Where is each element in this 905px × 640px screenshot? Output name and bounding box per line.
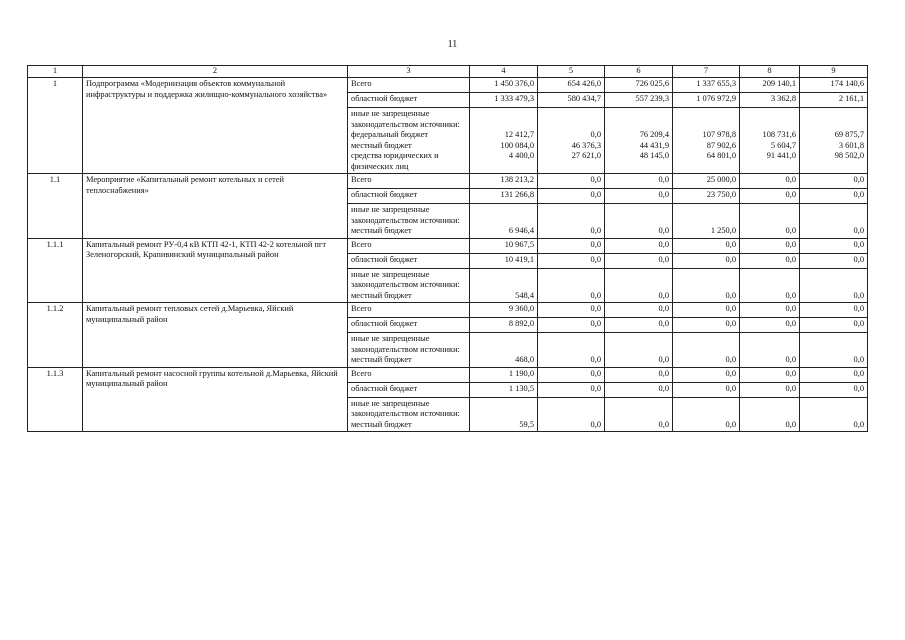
column-number: 7 bbox=[673, 66, 740, 78]
amount-cell bbox=[673, 204, 740, 239]
amount-local: 1 250,0 bbox=[710, 226, 736, 235]
amount-cell: 654 426,0 bbox=[538, 78, 605, 93]
amount-cell: 10 967,5 bbox=[470, 238, 538, 253]
item-name: Капитальный ремонт насосной группы котельной д.Марьевка, Яйский муниципальный район bbox=[83, 367, 348, 432]
amount-cell: 0,0 bbox=[538, 174, 605, 189]
item-number: 1.1.2 bbox=[28, 303, 83, 368]
amount-local: 0,0 bbox=[590, 419, 601, 429]
amount-cell: 8 892,0 bbox=[470, 318, 538, 333]
page-number: 11 bbox=[447, 39, 458, 50]
amount-local: 0,0 bbox=[853, 419, 864, 429]
amount-federal: 76 209,4 bbox=[639, 130, 669, 139]
amount-cell: 131 266,8 bbox=[470, 189, 538, 204]
other-sources-label: иные не запрещенные законодательством источники: bbox=[351, 109, 460, 129]
amount-local: 0,0 bbox=[853, 355, 864, 364]
amount-cell: 174 140,6 bbox=[800, 78, 868, 93]
amount-cell: 0,0 bbox=[538, 303, 605, 318]
amount-federal: 0,0 bbox=[590, 130, 601, 139]
amount-local: 0,0 bbox=[853, 290, 864, 300]
amount-local: 468,0 bbox=[515, 355, 534, 364]
amount-cell bbox=[740, 333, 800, 368]
amount-cell: 0,0 bbox=[605, 318, 673, 333]
amount-federal: 69 875,7 bbox=[834, 130, 864, 139]
amount-legal-entities: 64 801,0 bbox=[706, 151, 736, 160]
item-number: 1.1.3 bbox=[28, 367, 83, 432]
amount-local: 46 376,3 bbox=[571, 140, 601, 150]
amount-cell: 0,0 bbox=[800, 318, 868, 333]
amount-cell bbox=[800, 268, 868, 303]
other-sources-label: иные не запрещенные законодательством источники: bbox=[351, 398, 460, 418]
amount-cell: 0,0 bbox=[800, 174, 868, 189]
item-name: Подпрограмма «Модернизация объектов коммунальной инфраструктуры и поддержка жилищно-коммунального хозяйства» bbox=[83, 78, 348, 174]
item-number: 1.1.1 bbox=[28, 238, 83, 303]
amount-cell bbox=[800, 204, 868, 239]
amount-cell bbox=[605, 108, 673, 174]
amount-local: 0,0 bbox=[658, 290, 669, 300]
item-number: 1 bbox=[28, 78, 83, 174]
amount-cell: 1 450 376,0 bbox=[470, 78, 538, 93]
amount-cell: 2 161,1 bbox=[800, 93, 868, 108]
amount-cell: 0,0 bbox=[538, 189, 605, 204]
amount-cell: 1 130,5 bbox=[470, 382, 538, 397]
amount-cell: 726 025,6 bbox=[605, 78, 673, 93]
amount-cell: 0,0 bbox=[673, 318, 740, 333]
amount-local: 0,0 bbox=[785, 355, 796, 364]
amount-cell: 0,0 bbox=[800, 303, 868, 318]
amount-cell: 0,0 bbox=[673, 367, 740, 382]
amount-cell bbox=[470, 204, 538, 239]
other-sources-label: иные не запрещенные законодательством источники: bbox=[351, 334, 460, 354]
table-row bbox=[28, 174, 868, 189]
amount-cell: 0,0 bbox=[538, 318, 605, 333]
source-other-label bbox=[348, 333, 470, 368]
amount-cell bbox=[538, 268, 605, 303]
amount-cell: 1 076 972,9 bbox=[673, 93, 740, 108]
amount-legal-entities: 4 400,0 bbox=[508, 151, 534, 160]
amount-cell: 0,0 bbox=[740, 174, 800, 189]
source-other-label bbox=[348, 204, 470, 239]
amount-cell: 0,0 bbox=[673, 253, 740, 268]
amount-cell: 0,0 bbox=[740, 318, 800, 333]
amount-local: 6 946,4 bbox=[508, 226, 534, 235]
amount-cell: 0,0 bbox=[740, 382, 800, 397]
amount-local: 0,0 bbox=[658, 419, 669, 429]
amount-local: 87 902,6 bbox=[706, 140, 736, 150]
amount-cell: 0,0 bbox=[538, 253, 605, 268]
table-row bbox=[28, 367, 868, 382]
amount-cell: 0,0 bbox=[740, 189, 800, 204]
amount-cell: 557 239,3 bbox=[605, 93, 673, 108]
amount-cell bbox=[605, 204, 673, 239]
amount-cell: 0,0 bbox=[605, 253, 673, 268]
amount-cell: 0,0 bbox=[605, 303, 673, 318]
amount-cell bbox=[800, 333, 868, 368]
source-regional-label: областной бюджет bbox=[348, 253, 470, 268]
amount-cell: 0,0 bbox=[673, 303, 740, 318]
column-number: 3 bbox=[348, 66, 470, 78]
amount-cell bbox=[605, 333, 673, 368]
amount-federal: 12 412,7 bbox=[504, 130, 534, 139]
amount-cell: 0,0 bbox=[673, 238, 740, 253]
amount-local: 0,0 bbox=[725, 290, 736, 300]
amount-cell bbox=[673, 333, 740, 368]
amount-cell: 0,0 bbox=[605, 382, 673, 397]
amount-cell: 138 213,2 bbox=[470, 174, 538, 189]
source-total-label: Всего bbox=[348, 174, 470, 189]
amount-cell bbox=[673, 108, 740, 174]
amount-cell: 1 337 655,3 bbox=[673, 78, 740, 93]
amount-cell bbox=[538, 108, 605, 174]
amount-cell: 0,0 bbox=[800, 253, 868, 268]
amount-legal-entities: 98 502,0 bbox=[834, 151, 864, 160]
amount-cell bbox=[470, 268, 538, 303]
amount-local: 0,0 bbox=[590, 355, 601, 364]
amount-legal-entities: 27 621,0 bbox=[571, 151, 601, 160]
amount-cell bbox=[470, 397, 538, 432]
amount-legal-entities: 91 441,0 bbox=[766, 151, 796, 160]
local-budget-label: местный бюджет bbox=[351, 355, 412, 364]
amount-cell bbox=[740, 108, 800, 174]
column-number: 6 bbox=[605, 66, 673, 78]
amount-cell: 10 419,1 bbox=[470, 253, 538, 268]
column-number: 4 bbox=[470, 66, 538, 78]
column-number: 5 bbox=[538, 66, 605, 78]
federal-budget-label: федеральный бюджет bbox=[351, 130, 429, 139]
amount-cell bbox=[605, 397, 673, 432]
amount-cell bbox=[800, 108, 868, 174]
amount-cell: 0,0 bbox=[800, 367, 868, 382]
amount-cell: 0,0 bbox=[538, 367, 605, 382]
source-other-label bbox=[348, 397, 470, 432]
source-regional-label: областной бюджет bbox=[348, 93, 470, 108]
amount-cell: 0,0 bbox=[605, 174, 673, 189]
source-total-label: Всего bbox=[348, 78, 470, 93]
amount-cell bbox=[673, 268, 740, 303]
amount-cell bbox=[470, 108, 538, 174]
amount-cell bbox=[470, 333, 538, 368]
amount-cell bbox=[740, 204, 800, 239]
amount-cell: 1 190,0 bbox=[470, 367, 538, 382]
amount-local: 44 431,9 bbox=[639, 140, 669, 150]
legal-entities-label: средства юридических и физических лиц bbox=[351, 151, 439, 171]
amount-cell: 0,0 bbox=[800, 189, 868, 204]
amount-local: 0,0 bbox=[658, 226, 669, 235]
column-number: 2 bbox=[83, 66, 348, 78]
amount-local: 0,0 bbox=[658, 355, 669, 364]
amount-cell: 23 750,0 bbox=[673, 189, 740, 204]
source-regional-label: областной бюджет bbox=[348, 318, 470, 333]
budget-table bbox=[27, 65, 868, 432]
amount-cell: 209 140,1 bbox=[740, 78, 800, 93]
amount-local: 59,5 bbox=[519, 419, 534, 429]
amount-cell: 0,0 bbox=[800, 382, 868, 397]
amount-local: 0,0 bbox=[590, 290, 601, 300]
source-total-label: Всего bbox=[348, 303, 470, 318]
amount-local: 3 601,8 bbox=[838, 140, 864, 150]
amount-local: 0,0 bbox=[725, 419, 736, 429]
amount-cell: 0,0 bbox=[740, 253, 800, 268]
item-number: 1.1 bbox=[28, 174, 83, 239]
amount-local: 0,0 bbox=[590, 226, 601, 235]
amount-cell: 1 333 479,3 bbox=[470, 93, 538, 108]
source-other-label bbox=[348, 268, 470, 303]
amount-local: 100 084,0 bbox=[500, 140, 534, 150]
amount-local: 0,0 bbox=[785, 419, 796, 429]
table-row bbox=[28, 78, 868, 93]
amount-cell: 0,0 bbox=[605, 238, 673, 253]
amount-local: 0,0 bbox=[785, 226, 796, 235]
source-regional-label: областной бюджет bbox=[348, 382, 470, 397]
amount-cell: 9 360,0 bbox=[470, 303, 538, 318]
item-name: Капитальный ремонт тепловых сетей д.Марьевка, Яйский муниципальный район bbox=[83, 303, 348, 368]
other-sources-label: иные не запрещенные законодательством источники: bbox=[351, 205, 460, 225]
amount-cell bbox=[740, 268, 800, 303]
amount-cell: 25 000,0 bbox=[673, 174, 740, 189]
column-number: 9 bbox=[800, 66, 868, 78]
amount-cell bbox=[673, 397, 740, 432]
local-budget-label: местный бюджет bbox=[351, 419, 412, 429]
amount-cell bbox=[538, 204, 605, 239]
amount-cell: 0,0 bbox=[673, 382, 740, 397]
amount-federal: 107 978,8 bbox=[702, 130, 736, 139]
amount-cell: 0,0 bbox=[605, 189, 673, 204]
amount-cell: 0,0 bbox=[740, 303, 800, 318]
amount-cell bbox=[538, 333, 605, 368]
amount-cell: 3 362,8 bbox=[740, 93, 800, 108]
local-budget-label: местный бюджет bbox=[351, 290, 412, 300]
amount-cell: 0,0 bbox=[800, 238, 868, 253]
amount-cell: 580 434,7 bbox=[538, 93, 605, 108]
amount-cell bbox=[800, 397, 868, 432]
amount-cell: 0,0 bbox=[740, 367, 800, 382]
amount-local: 0,0 bbox=[785, 290, 796, 300]
source-total-label: Всего bbox=[348, 238, 470, 253]
amount-cell: 0,0 bbox=[740, 238, 800, 253]
amount-cell: 0,0 bbox=[605, 367, 673, 382]
table-row bbox=[28, 238, 868, 253]
column-number: 8 bbox=[740, 66, 800, 78]
local-budget-label: местный бюджет bbox=[351, 226, 412, 235]
table-row bbox=[28, 303, 868, 318]
amount-local: 548,4 bbox=[515, 290, 534, 300]
amount-cell bbox=[740, 397, 800, 432]
amount-local: 0,0 bbox=[725, 355, 736, 364]
source-regional-label: областной бюджет bbox=[348, 189, 470, 204]
source-other-label bbox=[348, 108, 470, 174]
local-budget-label: местный бюджет bbox=[351, 140, 412, 150]
amount-local: 5 604,7 bbox=[770, 140, 796, 150]
column-number-row bbox=[28, 66, 868, 78]
amount-cell: 0,0 bbox=[538, 238, 605, 253]
amount-legal-entities: 48 145,0 bbox=[639, 151, 669, 160]
amount-cell bbox=[538, 397, 605, 432]
amount-cell bbox=[605, 268, 673, 303]
item-name: Капитальный ремонт РУ-0,4 кВ КТП 42-1, КТП 42-2 котельной пгт Зеленогорский, Крапивинский муниципальный район bbox=[83, 238, 348, 303]
item-name: Мероприятие «Капитальный ремонт котельных и сетей теплоснабжения» bbox=[83, 174, 348, 239]
amount-federal: 108 731,6 bbox=[762, 130, 796, 139]
source-total-label: Всего bbox=[348, 367, 470, 382]
other-sources-label: иные не запрещенные законодательством источники: bbox=[351, 269, 460, 289]
amount-local: 0,0 bbox=[853, 226, 864, 235]
amount-cell: 0,0 bbox=[538, 382, 605, 397]
column-number: 1 bbox=[28, 66, 83, 78]
